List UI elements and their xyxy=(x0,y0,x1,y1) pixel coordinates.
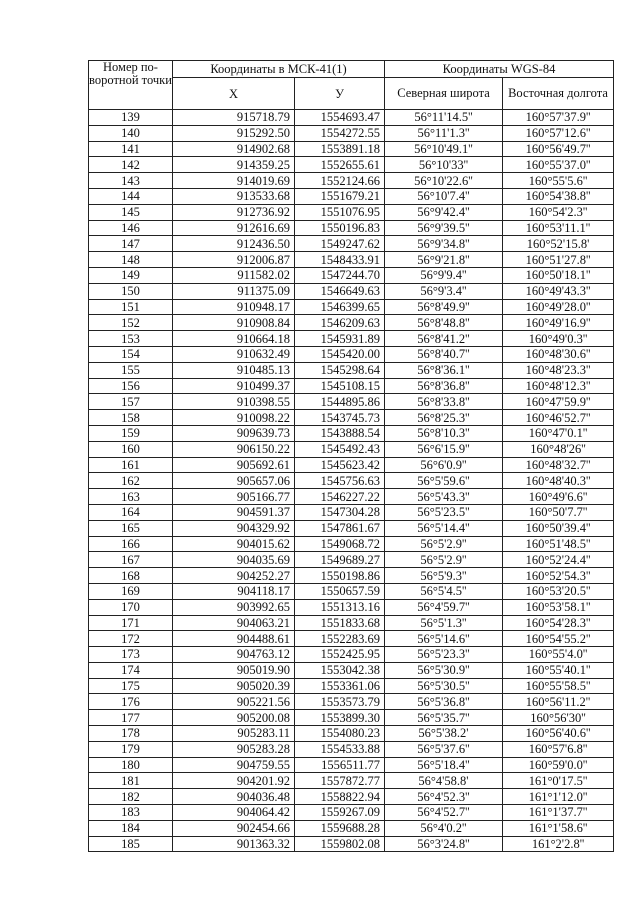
cell-point-number: 163 xyxy=(89,489,173,505)
cell-latitude: 56°10'33'' xyxy=(385,157,503,173)
cell-longitude: 161°1'37.7'' xyxy=(503,805,614,821)
cell-point-number: 161 xyxy=(89,457,173,473)
cell-x: 903992.65 xyxy=(173,599,295,615)
cell-y: 1551313.16 xyxy=(295,599,385,615)
table-row xyxy=(89,678,614,694)
cell-latitude: 56°5'38.2' xyxy=(385,726,503,742)
cell-longitude: 160°50'7.7'' xyxy=(503,504,614,520)
table-row xyxy=(89,110,614,126)
cell-point-number: 139 xyxy=(89,110,173,126)
cell-x: 904063.21 xyxy=(173,615,295,631)
cell-x: 909639.73 xyxy=(173,425,295,441)
table-row xyxy=(89,647,614,663)
table-row xyxy=(89,315,614,331)
cell-point-number: 145 xyxy=(89,204,173,220)
cell-y: 1545420.00 xyxy=(295,346,385,362)
cell-point-number: 149 xyxy=(89,267,173,283)
cell-latitude: 56°4'59.7'' xyxy=(385,599,503,615)
cell-point-number: 154 xyxy=(89,346,173,362)
cell-longitude: 160°49'28.0'' xyxy=(503,299,614,315)
cell-point-number: 184 xyxy=(89,820,173,836)
cell-y: 1549068.72 xyxy=(295,536,385,552)
table-row xyxy=(89,726,614,742)
cell-y: 1552283.69 xyxy=(295,631,385,647)
table-row xyxy=(89,346,614,362)
table-row xyxy=(89,252,614,268)
cell-longitude: 160°53'11.1'' xyxy=(503,220,614,236)
table-row xyxy=(89,710,614,726)
table-row xyxy=(89,441,614,457)
table-row xyxy=(89,741,614,757)
cell-latitude: 56°5'23.5'' xyxy=(385,504,503,520)
table-row xyxy=(89,283,614,299)
table-row xyxy=(89,536,614,552)
cell-y: 1546227.22 xyxy=(295,489,385,505)
cell-longitude: 160°53'58.1'' xyxy=(503,599,614,615)
cell-y: 1545931.89 xyxy=(295,331,385,347)
cell-x: 905020.39 xyxy=(173,678,295,694)
cell-longitude: 160°55'37.0'' xyxy=(503,157,614,173)
table-row xyxy=(89,299,614,315)
cell-longitude: 160°49'6.6'' xyxy=(503,489,614,505)
cell-y: 1553573.79 xyxy=(295,694,385,710)
cell-y: 1553361.06 xyxy=(295,678,385,694)
cell-latitude: 56°3'24.8'' xyxy=(385,836,503,852)
cell-latitude: 56°9'9.4'' xyxy=(385,267,503,283)
cell-x: 910398.55 xyxy=(173,394,295,410)
cell-point-number: 169 xyxy=(89,583,173,599)
cell-x: 912006.87 xyxy=(173,252,295,268)
cell-x: 910948.17 xyxy=(173,299,295,315)
cell-y: 1551076.95 xyxy=(295,204,385,220)
table-row xyxy=(89,504,614,520)
cell-latitude: 56°8'33.8'' xyxy=(385,394,503,410)
cell-x: 911582.02 xyxy=(173,267,295,283)
cell-longitude: 160°51'48.5'' xyxy=(503,536,614,552)
table-row xyxy=(89,473,614,489)
header-msk-group: Координаты в МСК-41(1) xyxy=(173,61,385,78)
cell-x: 910664.18 xyxy=(173,331,295,347)
table-row xyxy=(89,789,614,805)
cell-longitude: 160°51'27.8'' xyxy=(503,252,614,268)
cell-point-number: 156 xyxy=(89,378,173,394)
cell-point-number: 178 xyxy=(89,726,173,742)
cell-latitude: 56°5'18.4'' xyxy=(385,757,503,773)
cell-point-number: 153 xyxy=(89,331,173,347)
cell-y: 1558822.94 xyxy=(295,789,385,805)
cell-latitude: 56°5'9.3'' xyxy=(385,568,503,584)
cell-y: 1557872.77 xyxy=(295,773,385,789)
table-row xyxy=(89,757,614,773)
table-row xyxy=(89,267,614,283)
cell-longitude: 160°50'39.4'' xyxy=(503,520,614,536)
cell-point-number: 158 xyxy=(89,410,173,426)
table-row xyxy=(89,520,614,536)
cell-x: 910908.84 xyxy=(173,315,295,331)
cell-y: 1546649.63 xyxy=(295,283,385,299)
cell-longitude: 160°49'16.9'' xyxy=(503,315,614,331)
cell-latitude: 56°8'36.8'' xyxy=(385,378,503,394)
cell-x: 912736.92 xyxy=(173,204,295,220)
header-point-number: Номер по-воротной точки xyxy=(89,61,173,110)
cell-longitude: 160°52'54.3'' xyxy=(503,568,614,584)
cell-point-number: 183 xyxy=(89,805,173,821)
cell-longitude: 160°55'4.0'' xyxy=(503,647,614,663)
cell-point-number: 168 xyxy=(89,568,173,584)
cell-x: 904759.55 xyxy=(173,757,295,773)
cell-latitude: 56°10'49.1'' xyxy=(385,141,503,157)
cell-y: 1550198.86 xyxy=(295,568,385,584)
cell-latitude: 56°9'42.4'' xyxy=(385,204,503,220)
cell-point-number: 143 xyxy=(89,173,173,189)
table-row xyxy=(89,410,614,426)
cell-longitude: 160°48'12.3'' xyxy=(503,378,614,394)
table-row xyxy=(89,631,614,647)
cell-y: 1545623.42 xyxy=(295,457,385,473)
cell-point-number: 175 xyxy=(89,678,173,694)
cell-latitude: 56°9'39.5'' xyxy=(385,220,503,236)
cell-latitude: 56°8'48.8'' xyxy=(385,315,503,331)
cell-x: 904015.62 xyxy=(173,536,295,552)
cell-point-number: 150 xyxy=(89,283,173,299)
cell-longitude: 160°57'37.9'' xyxy=(503,110,614,126)
cell-point-number: 167 xyxy=(89,552,173,568)
cell-x: 904591.37 xyxy=(173,504,295,520)
cell-x: 905166.77 xyxy=(173,489,295,505)
cell-point-number: 185 xyxy=(89,836,173,852)
cell-latitude: 56°5'1.3'' xyxy=(385,615,503,631)
cell-longitude: 160°52'15.8' xyxy=(503,236,614,252)
cell-latitude: 56°9'21.8'' xyxy=(385,252,503,268)
cell-latitude: 56°5'2.9'' xyxy=(385,536,503,552)
cell-point-number: 182 xyxy=(89,789,173,805)
cell-x: 914359.25 xyxy=(173,157,295,173)
cell-x: 910485.13 xyxy=(173,362,295,378)
cell-point-number: 140 xyxy=(89,125,173,141)
cell-longitude: 160°55'40.1'' xyxy=(503,662,614,678)
cell-latitude: 56°11'14.5'' xyxy=(385,110,503,126)
cell-longitude: 160°57'6.8'' xyxy=(503,741,614,757)
cell-y: 1545492.43 xyxy=(295,441,385,457)
cell-latitude: 56°9'34.8'' xyxy=(385,236,503,252)
cell-latitude: 56°8'40.7'' xyxy=(385,346,503,362)
table-row xyxy=(89,362,614,378)
cell-latitude: 56°8'49.9'' xyxy=(385,299,503,315)
cell-longitude: 160°54'28.3'' xyxy=(503,615,614,631)
table-row xyxy=(89,425,614,441)
cell-latitude: 56°8'25.3'' xyxy=(385,410,503,426)
cell-x: 915292.50 xyxy=(173,125,295,141)
cell-point-number: 171 xyxy=(89,615,173,631)
cell-x: 914019.69 xyxy=(173,173,295,189)
cell-point-number: 142 xyxy=(89,157,173,173)
cell-longitude: 160°54'55.2'' xyxy=(503,631,614,647)
cell-y: 1553042.38 xyxy=(295,662,385,678)
cell-longitude: 160°59'0.0'' xyxy=(503,757,614,773)
table-row xyxy=(89,773,614,789)
cell-longitude: 160°56'40.6'' xyxy=(503,726,614,742)
cell-x: 905283.11 xyxy=(173,726,295,742)
cell-x: 904036.48 xyxy=(173,789,295,805)
table-row xyxy=(89,489,614,505)
cell-point-number: 155 xyxy=(89,362,173,378)
cell-y: 1559267.09 xyxy=(295,805,385,821)
table-row xyxy=(89,220,614,236)
cell-point-number: 151 xyxy=(89,299,173,315)
cell-longitude: 160°56'30'' xyxy=(503,710,614,726)
table-row xyxy=(89,173,614,189)
cell-longitude: 160°49'0.3'' xyxy=(503,331,614,347)
cell-latitude: 56°5'36.8'' xyxy=(385,694,503,710)
cell-x: 911375.09 xyxy=(173,283,295,299)
cell-point-number: 162 xyxy=(89,473,173,489)
coordinates-table xyxy=(88,60,614,852)
cell-latitude: 56°4'58.8' xyxy=(385,773,503,789)
cell-y: 1546209.63 xyxy=(295,315,385,331)
cell-point-number: 173 xyxy=(89,647,173,663)
cell-x: 910098.22 xyxy=(173,410,295,426)
cell-latitude: 56°9'3.4'' xyxy=(385,283,503,299)
cell-x: 904035.69 xyxy=(173,552,295,568)
cell-longitude: 160°47'0.1'' xyxy=(503,425,614,441)
cell-point-number: 147 xyxy=(89,236,173,252)
header-y: У xyxy=(295,78,385,110)
cell-longitude: 161°1'58.6'' xyxy=(503,820,614,836)
table-row xyxy=(89,694,614,710)
cell-y: 1547304.28 xyxy=(295,504,385,520)
cell-latitude: 56°5'35.7'' xyxy=(385,710,503,726)
cell-y: 1550196.83 xyxy=(295,220,385,236)
cell-y: 1545108.15 xyxy=(295,378,385,394)
cell-x: 904252.27 xyxy=(173,568,295,584)
cell-longitude: 160°55'5.6'' xyxy=(503,173,614,189)
cell-longitude: 161°0'17.5'' xyxy=(503,773,614,789)
cell-point-number: 144 xyxy=(89,188,173,204)
table-row xyxy=(89,157,614,173)
cell-longitude: 160°48'40.3'' xyxy=(503,473,614,489)
table-row xyxy=(89,662,614,678)
cell-longitude: 161°2'2.8'' xyxy=(503,836,614,852)
cell-y: 1553899.30 xyxy=(295,710,385,726)
cell-latitude: 56°10'7.4'' xyxy=(385,188,503,204)
cell-latitude: 56°5'43.3'' xyxy=(385,489,503,505)
cell-latitude: 56°4'52.7'' xyxy=(385,805,503,821)
cell-longitude: 160°54'38.8'' xyxy=(503,188,614,204)
table-row xyxy=(89,394,614,410)
cell-y: 1543888.54 xyxy=(295,425,385,441)
cell-x: 904763.12 xyxy=(173,647,295,663)
cell-y: 1551833.68 xyxy=(295,615,385,631)
cell-latitude: 56°4'52.3'' xyxy=(385,789,503,805)
cell-latitude: 56°5'59.6'' xyxy=(385,473,503,489)
table-row xyxy=(89,236,614,252)
table-row xyxy=(89,204,614,220)
cell-y: 1554080.23 xyxy=(295,726,385,742)
cell-latitude: 56°5'30.5'' xyxy=(385,678,503,694)
cell-point-number: 179 xyxy=(89,741,173,757)
cell-x: 905692.61 xyxy=(173,457,295,473)
cell-y: 1559688.28 xyxy=(295,820,385,836)
cell-y: 1543745.73 xyxy=(295,410,385,426)
cell-latitude: 56°4'0.2'' xyxy=(385,820,503,836)
cell-x: 905283.28 xyxy=(173,741,295,757)
table-row xyxy=(89,583,614,599)
table-row xyxy=(89,615,614,631)
cell-longitude: 160°55'58.5'' xyxy=(503,678,614,694)
cell-y: 1548433.91 xyxy=(295,252,385,268)
table-row xyxy=(89,820,614,836)
cell-y: 1544895.86 xyxy=(295,394,385,410)
cell-x: 912436.50 xyxy=(173,236,295,252)
cell-x: 902454.66 xyxy=(173,820,295,836)
cell-point-number: 152 xyxy=(89,315,173,331)
header-x: X xyxy=(173,78,295,110)
table-row xyxy=(89,331,614,347)
cell-longitude: 160°48'26'' xyxy=(503,441,614,457)
table-row xyxy=(89,125,614,141)
cell-point-number: 170 xyxy=(89,599,173,615)
cell-latitude: 56°10'22.6'' xyxy=(385,173,503,189)
table-body xyxy=(89,110,614,852)
cell-x: 910632.49 xyxy=(173,346,295,362)
table-row xyxy=(89,805,614,821)
cell-x: 913533.68 xyxy=(173,188,295,204)
cell-latitude: 56°5'4.5'' xyxy=(385,583,503,599)
cell-x: 904201.92 xyxy=(173,773,295,789)
cell-latitude: 56°8'41.2'' xyxy=(385,331,503,347)
cell-point-number: 157 xyxy=(89,394,173,410)
cell-latitude: 56°5'23.3'' xyxy=(385,647,503,663)
cell-x: 910499.37 xyxy=(173,378,295,394)
cell-x: 905657.06 xyxy=(173,473,295,489)
header-latitude: Северная широта xyxy=(385,78,503,110)
cell-y: 1553891.18 xyxy=(295,141,385,157)
cell-latitude: 56°5'2.9'' xyxy=(385,552,503,568)
cell-longitude: 160°48'32.7'' xyxy=(503,457,614,473)
cell-y: 1554272.55 xyxy=(295,125,385,141)
cell-longitude: 160°56'11.2'' xyxy=(503,694,614,710)
cell-x: 904118.17 xyxy=(173,583,295,599)
cell-y: 1547244.70 xyxy=(295,267,385,283)
cell-longitude: 160°56'49.7'' xyxy=(503,141,614,157)
cell-y: 1552425.95 xyxy=(295,647,385,663)
cell-longitude: 160°49'43.3'' xyxy=(503,283,614,299)
cell-point-number: 174 xyxy=(89,662,173,678)
cell-y: 1546399.65 xyxy=(295,299,385,315)
cell-x: 904064.42 xyxy=(173,805,295,821)
cell-latitude: 56°5'37.6'' xyxy=(385,741,503,757)
cell-y: 1547861.67 xyxy=(295,520,385,536)
cell-x: 914902.68 xyxy=(173,141,295,157)
header-longitude: Восточная долгота xyxy=(503,78,614,110)
cell-longitude: 160°47'59.9'' xyxy=(503,394,614,410)
cell-point-number: 159 xyxy=(89,425,173,441)
cell-latitude: 56°8'10.3'' xyxy=(385,425,503,441)
cell-longitude: 161°1'12.0'' xyxy=(503,789,614,805)
cell-point-number: 164 xyxy=(89,504,173,520)
cell-y: 1549247.62 xyxy=(295,236,385,252)
cell-y: 1551679.21 xyxy=(295,188,385,204)
cell-point-number: 166 xyxy=(89,536,173,552)
table-row xyxy=(89,552,614,568)
table-row xyxy=(89,188,614,204)
cell-x: 905019.90 xyxy=(173,662,295,678)
cell-latitude: 56°5'14.4'' xyxy=(385,520,503,536)
cell-point-number: 172 xyxy=(89,631,173,647)
cell-y: 1552124.66 xyxy=(295,173,385,189)
cell-point-number: 177 xyxy=(89,710,173,726)
cell-point-number: 160 xyxy=(89,441,173,457)
cell-y: 1552655.61 xyxy=(295,157,385,173)
cell-longitude: 160°50'18.1'' xyxy=(503,267,614,283)
cell-point-number: 146 xyxy=(89,220,173,236)
cell-longitude: 160°46'52.7'' xyxy=(503,410,614,426)
cell-latitude: 56°6'0.9'' xyxy=(385,457,503,473)
cell-longitude: 160°53'20.5'' xyxy=(503,583,614,599)
cell-y: 1556511.77 xyxy=(295,757,385,773)
cell-point-number: 141 xyxy=(89,141,173,157)
cell-point-number: 176 xyxy=(89,694,173,710)
cell-x: 912616.69 xyxy=(173,220,295,236)
cell-latitude: 56°6'15.9'' xyxy=(385,441,503,457)
cell-point-number: 165 xyxy=(89,520,173,536)
cell-x: 904488.61 xyxy=(173,631,295,647)
cell-y: 1549689.27 xyxy=(295,552,385,568)
cell-latitude: 56°5'30.9'' xyxy=(385,662,503,678)
table-row xyxy=(89,378,614,394)
cell-x: 915718.79 xyxy=(173,110,295,126)
cell-longitude: 160°54'2.3'' xyxy=(503,204,614,220)
cell-point-number: 180 xyxy=(89,757,173,773)
table-row xyxy=(89,836,614,852)
cell-x: 904329.92 xyxy=(173,520,295,536)
cell-x: 906150.22 xyxy=(173,441,295,457)
cell-y: 1559802.08 xyxy=(295,836,385,852)
table-row xyxy=(89,568,614,584)
cell-longitude: 160°48'30.6'' xyxy=(503,346,614,362)
cell-latitude: 56°8'36.1'' xyxy=(385,362,503,378)
cell-longitude: 160°52'24.4'' xyxy=(503,552,614,568)
cell-x: 905221.56 xyxy=(173,694,295,710)
table-row xyxy=(89,599,614,615)
cell-point-number: 181 xyxy=(89,773,173,789)
cell-y: 1554693.47 xyxy=(295,110,385,126)
cell-latitude: 56°5'14.6'' xyxy=(385,631,503,647)
cell-x: 905200.08 xyxy=(173,710,295,726)
table-row xyxy=(89,141,614,157)
cell-point-number: 148 xyxy=(89,252,173,268)
cell-longitude: 160°57'12.6'' xyxy=(503,125,614,141)
header-wgs-group: Координаты WGS-84 xyxy=(385,61,614,78)
cell-y: 1545298.64 xyxy=(295,362,385,378)
cell-latitude: 56°11'1.3'' xyxy=(385,125,503,141)
cell-x: 901363.32 xyxy=(173,836,295,852)
cell-y: 1545756.63 xyxy=(295,473,385,489)
cell-longitude: 160°48'23.3'' xyxy=(503,362,614,378)
table-row xyxy=(89,457,614,473)
cell-y: 1550657.59 xyxy=(295,583,385,599)
cell-y: 1554533.88 xyxy=(295,741,385,757)
